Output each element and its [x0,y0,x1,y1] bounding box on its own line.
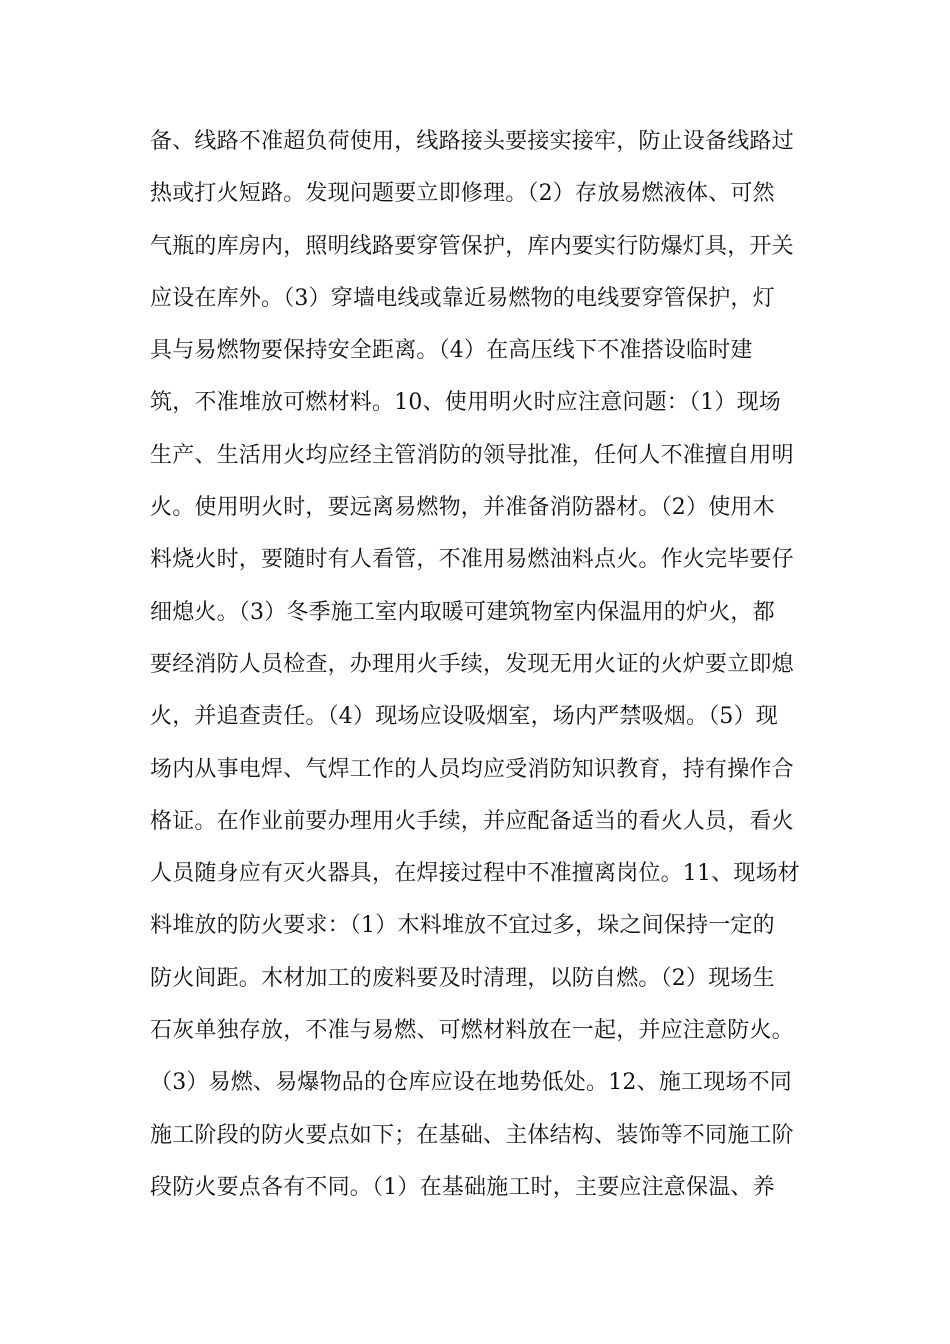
text-line: （3）易燃、易爆物品的仓库应设在地势低处。12、施工现场不同 [150,1070,792,1096]
text-line: 火，并追查责任。（4）现场应设吸烟室，场内严禁吸烟。（5）现 [150,704,778,730]
text-line: 气瓶的库房内，照明线路要穿管保护，库内要实行防爆灯具，开关 [150,233,794,259]
text-line: 筑，不准堆放可燃材料。10、使用明火时应注意问题：（1）现场 [150,390,781,416]
text-line: 人员随身应有灭火器具，在焊接过程中不准擅离岗位。11、现场材 [150,861,800,887]
text-line: 石灰单独存放，不准与易燃、可燃材料放在一起，并应注意防火。 [150,1018,794,1044]
text-line: 段防火要点各有不同。（1）在基础施工时，主要应注意保温、养 [150,1174,775,1200]
text-line: 热或打火短路。发现问题要立即修理。（2）存放易燃液体、可然 [150,181,775,207]
text-line: 火。使用明火时，要远离易燃物，并准备消防器材。（2）使用木 [150,495,775,521]
text-line: 防火间距。木材加工的废料要及时清理，以防自燃。（2）现场生 [150,965,775,991]
body-text [150,116,810,1214]
text-line: 备、线路不准超负荷使用，线路接头要接实接牢，防止设备线路过 [150,129,794,154]
text-line: 生产、生活用火均应经主管消防的领导批准，任何人不准擅自用明 [150,442,794,468]
text-line: 细熄火。（3）冬季施工室内取暖可建筑物室内保温用的炉火，都 [150,599,775,625]
text-line: 格证。在作业前要办理用火手续，并应配备适当的看火人员，看火 [150,808,794,834]
text-line: 施工阶段的防火要点如下；在基础、主体结构、装饰等不同施工阶 [150,1122,794,1148]
text-line: 料烧火时，要随时有人看管，不准用易燃油料点火。作火完毕要仔 [150,547,794,573]
text-line: 要经消防人员检查，办理用火手续，发现无用火证的火炉要立即熄 [150,651,794,677]
text-line: 应设在库外。（3）穿墙电线或靠近易燃物的电线要穿管保护，灯 [150,285,775,311]
text-line: 具与易燃物要保持安全距离。（4）在高压线下不准搭设临时建 [150,338,753,364]
text-line: 场内从事电焊、气焊工作的人员均应受消防知识教育，持有操作合 [150,756,794,782]
text-line: 料堆放的防火要求：（1）木料堆放不宜过多，垛之间保持一定的 [150,913,775,939]
